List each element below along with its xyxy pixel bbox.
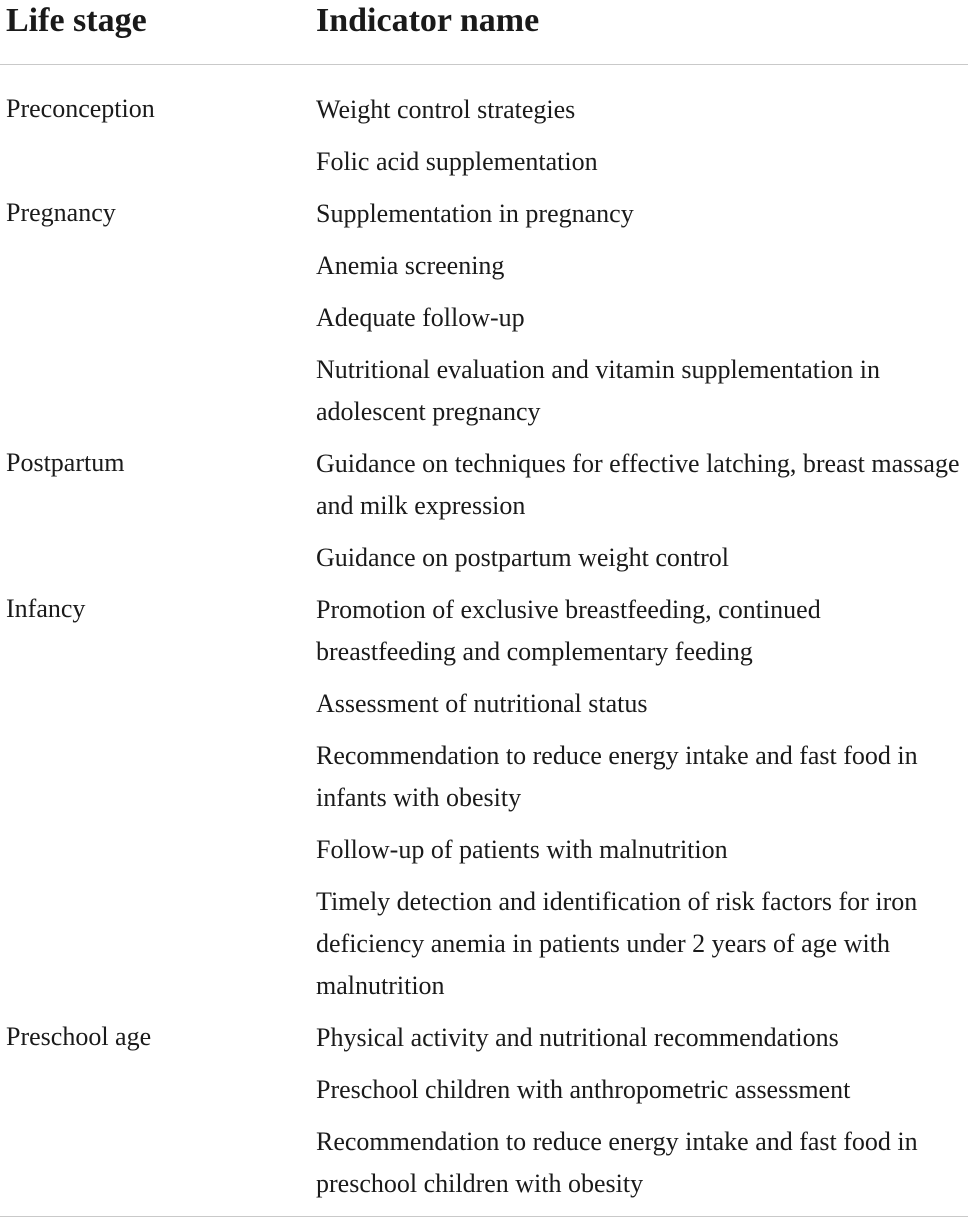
indicator-cell: Adequate follow-up <box>316 303 525 332</box>
indicator-cell: Timely detection and identification of risk factors for iron deficiency anemia in patients under 2 years of age with malnutrition <box>316 887 918 1000</box>
indicator-cell: Weight control strategies <box>316 95 576 124</box>
life-stage-cell: Pregnancy <box>6 198 116 227</box>
indicator-list <box>316 193 966 433</box>
header-life-stage: Life stage <box>6 2 147 39</box>
indicator-cell: Assessment of nutritional status <box>316 689 648 718</box>
life-stage-cell: Infancy <box>6 594 86 623</box>
indicator-cell: Nutritional evaluation and vitamin supplementation in adolescent pregnancy <box>316 355 880 426</box>
table-row-group <box>0 1017 968 1205</box>
indicator-cell: Recommendation to reduce energy intake and fast food in infants with obesity <box>316 741 918 812</box>
table-bottom-rule <box>0 1216 968 1217</box>
indicator-cell: Anemia screening <box>316 251 505 280</box>
indicator-cell: Preschool children with anthropometric assessment <box>316 1075 851 1104</box>
table-row-group <box>0 443 968 579</box>
indicator-cell: Promotion of exclusive breastfeeding, continued breastfeeding and complementary feeding <box>316 595 821 666</box>
table-row-group <box>0 589 968 1007</box>
table-row-group <box>0 193 968 433</box>
table-body <box>0 65 968 1205</box>
indicator-cell: Folic acid supplementation <box>316 147 598 176</box>
table-header <box>0 0 968 65</box>
indicator-cell: Guidance on techniques for effective latching, breast massage and milk expression <box>316 449 960 520</box>
indicator-list <box>316 443 966 579</box>
header-indicator-name: Indicator name <box>316 2 540 39</box>
indicator-list <box>316 89 966 183</box>
life-stage-cell: Preschool age <box>6 1022 152 1051</box>
life-stage-cell: Postpartum <box>6 448 125 477</box>
indicator-cell: Guidance on postpartum weight control <box>316 543 730 572</box>
indicator-cell: Supplementation in pregnancy <box>316 199 634 228</box>
indicator-cell: Physical activity and nutritional recommendations <box>316 1023 839 1052</box>
indicator-list <box>316 1017 966 1205</box>
indicator-cell: Follow-up of patients with malnutrition <box>316 835 728 864</box>
indicator-list <box>316 589 966 1007</box>
life-stage-cell: Preconception <box>6 94 155 123</box>
indicator-cell: Recommendation to reduce energy intake and fast food in preschool children with obesity <box>316 1127 918 1198</box>
table-row-group <box>0 89 968 183</box>
